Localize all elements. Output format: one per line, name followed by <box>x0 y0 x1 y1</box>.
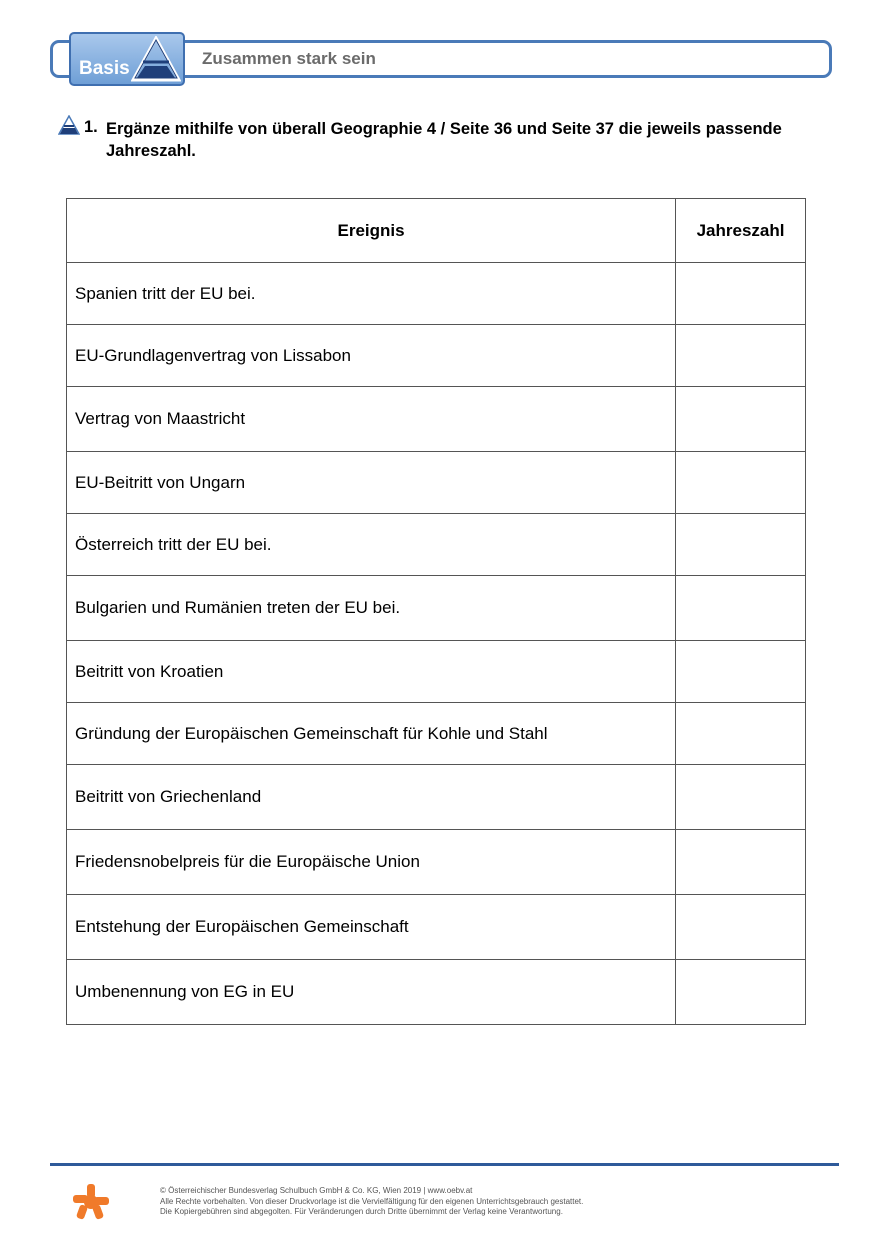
table-row <box>67 576 806 641</box>
event-cell: Spanien tritt der EU bei. <box>67 263 676 325</box>
events-table <box>66 198 806 1025</box>
copyright-notice <box>160 1186 583 1218</box>
table-row <box>67 387 806 452</box>
footer-divider <box>50 1163 839 1166</box>
year-cell[interactable] <box>676 830 806 895</box>
copyright-line-3: Die Kopiergebühren sind abgegolten. Für Veränderungen durch Dritte übernimmt der Verlag keine Verantwortung. <box>160 1207 563 1216</box>
publisher-logo-icon <box>72 1183 110 1221</box>
table-row <box>67 514 806 576</box>
table-row <box>67 765 806 830</box>
copyright-line-2: Alle Rechte vorbehalten. Von dieser Druckvorlage ist die Vervielfältigung für den eigenen Unterrichtsgebrauch gestattet. <box>160 1196 584 1206</box>
table-row <box>67 263 806 325</box>
event-cell: Beitritt von Kroatien <box>67 641 676 703</box>
year-cell[interactable] <box>676 325 806 387</box>
event-cell: EU-Beitritt von Ungarn <box>67 452 676 514</box>
column-header-event: Ereignis <box>67 199 676 263</box>
table-row <box>67 452 806 514</box>
year-cell[interactable] <box>676 703 806 765</box>
event-cell: Beitritt von Griechenland <box>67 765 676 830</box>
year-cell[interactable] <box>676 514 806 576</box>
copyright-line-1: © Österreichischer Bundesverlag Schulbuch GmbH & Co. KG, Wien 2019 | www.oebv.at <box>160 1186 473 1195</box>
year-cell[interactable] <box>676 765 806 830</box>
page-title: Zusammen stark sein <box>202 49 376 68</box>
basis-logo <box>69 32 185 86</box>
year-cell[interactable] <box>676 895 806 960</box>
event-cell: Umbenennung von EG in EU <box>67 960 676 1025</box>
table-row <box>67 830 806 895</box>
basis-badge-text: Basis <box>79 58 130 79</box>
column-header-year: Jahreszahl <box>676 199 806 263</box>
event-cell: Entstehung der Europäischen Gemeinschaft <box>67 895 676 960</box>
event-cell: EU-Grundlagenvertrag von Lissabon <box>67 325 676 387</box>
year-cell[interactable] <box>676 263 806 325</box>
event-cell: Vertrag von Maastricht <box>67 387 676 452</box>
year-cell[interactable] <box>676 960 806 1025</box>
year-cell[interactable] <box>676 576 806 641</box>
event-cell: Gründung der Europäischen Gemeinschaft für Kohle und Stahl <box>67 703 676 765</box>
table-row <box>67 703 806 765</box>
level-triangle-icon <box>58 115 80 135</box>
table-row <box>67 641 806 703</box>
year-cell[interactable] <box>676 387 806 452</box>
table-row <box>67 960 806 1025</box>
year-cell[interactable] <box>676 641 806 703</box>
table-row <box>67 325 806 387</box>
event-cell: Österreich tritt der EU bei. <box>67 514 676 576</box>
table-header-row <box>67 199 806 263</box>
event-cell: Friedensnobelpreis für die Europäische Union <box>67 830 676 895</box>
year-cell[interactable] <box>676 452 806 514</box>
triangle-icon <box>131 36 181 82</box>
event-cell: Bulgarien und Rumänien treten der EU bei. <box>67 576 676 641</box>
table-row <box>67 895 806 960</box>
task-number: 1. <box>84 118 98 136</box>
task-instruction: Ergänze mithilfe von überall Geographie 4 / Seite 36 und Seite 37 die jeweils passende Jahreszahl. <box>106 120 782 160</box>
